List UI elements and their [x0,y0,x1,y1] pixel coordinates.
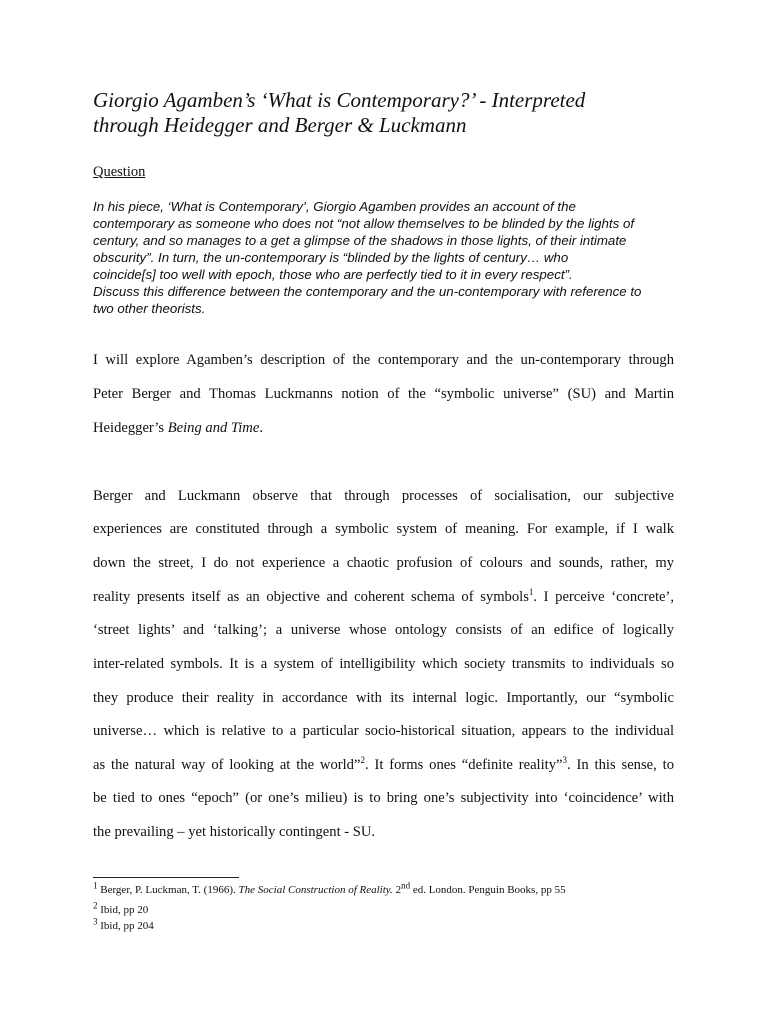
footnote-text: 2 [392,884,402,896]
body-text: reality presents itself as an objective and coherent schema of symbols [93,589,529,605]
intro-line: I will explore Agamben’s description of the contemporary and the un-contemporary through [93,352,674,368]
footnote [93,900,149,916]
intro-line [93,420,674,437]
body-line: they produce their reality in accordance with its internal logic. Importantly, our “symbolic [93,690,674,706]
body-text: . In this sense, to [567,757,674,773]
document-title [93,88,693,138]
footnote-number: 3 [93,916,98,927]
footnote-book-title: The Social Construction of Reality. [238,884,393,896]
question-line: coincide[s] too well with epoch, those who are perfectly tied to it in every respect”. [93,267,573,282]
intro-text: . [259,420,263,436]
body-line: ‘street lights’ and ‘talking’; a universe whose ontology consists of an edifice of logically [93,622,674,638]
footnote-text: Ibid, pp 204 [100,920,154,932]
title-line-1: Giorgio Agamben’s ‘What is Contemporary?’ - Interpreted [93,88,586,112]
body-line: inter-related symbols. It is a system of intelligibility which society transmits to individuals so [93,656,674,672]
question-line: Discuss this difference between the contemporary and the un-contemporary with reference to [93,284,642,299]
body-line [93,589,674,606]
title-line-2: through Heidegger and Berger & Luckmann [93,113,467,137]
body-text: as the natural way of looking at the world” [93,757,361,773]
footnote [93,880,566,896]
body-line: the prevailing – yet historically contingent - SU. [93,824,376,840]
footnote-separator [93,877,239,878]
footnote [93,916,154,932]
footnote-text: ed. London. Penguin Books, pp 55 [410,884,566,896]
body-line: experiences are constituted through a symbolic system of meaning. For example, if I walk [93,521,674,537]
intro-line: Peter Berger and Thomas Luckmanns notion of the “symbolic universe” (SU) and Martin [93,386,674,402]
body-line: universe… which is relative to a particular socio-historical situation, appears to the individual [93,723,674,739]
question-line: obscurity”. In turn, the un-contemporary is “blinded by the lights of century… who [93,250,569,265]
body-text: . I perceive ‘concrete’, [533,589,674,605]
footnote-ref[interactable]: 1 [528,587,534,598]
footnote-text: Berger, P. Luckman, T. (1966). [100,884,239,896]
footnote-number: 1 [93,880,98,891]
footnote-ordinal: nd [401,880,411,891]
question-line: In his piece, ‘What is Contemporary’, Giorgio Agamben provides an account of the [93,199,576,214]
body-line: down the street, I do not experience a chaotic profusion of colours and sounds, rather, my [93,555,674,571]
body-line: be tied to ones “epoch” (or one’s milieu) is to bring one’s subjectivity into ‘coincidence’ with [93,790,674,806]
footnote-text: Ibid, pp 20 [100,904,149,916]
book-title: Being and Time [167,420,260,436]
body-text: . It forms ones “definite reality” [364,757,563,773]
footnote-ref[interactable]: 2 [360,755,365,766]
intro-text: Heidegger’s [93,420,168,436]
body-line [93,757,674,774]
question-line: contemporary as someone who does not “not allow themselves to be blinded by the lights of [93,216,635,231]
question-line: two other theorists. [93,301,206,316]
body-line: Berger and Luckmann observe that through processes of socialisation, our subjective [93,488,674,504]
question-label: Question [93,164,146,180]
footnote-number: 2 [93,900,98,911]
footnote-ref[interactable]: 3 [562,755,567,766]
question-line: century, and so manages to a get a glimpse of the shadows in those lights, of their intimate [93,233,627,248]
